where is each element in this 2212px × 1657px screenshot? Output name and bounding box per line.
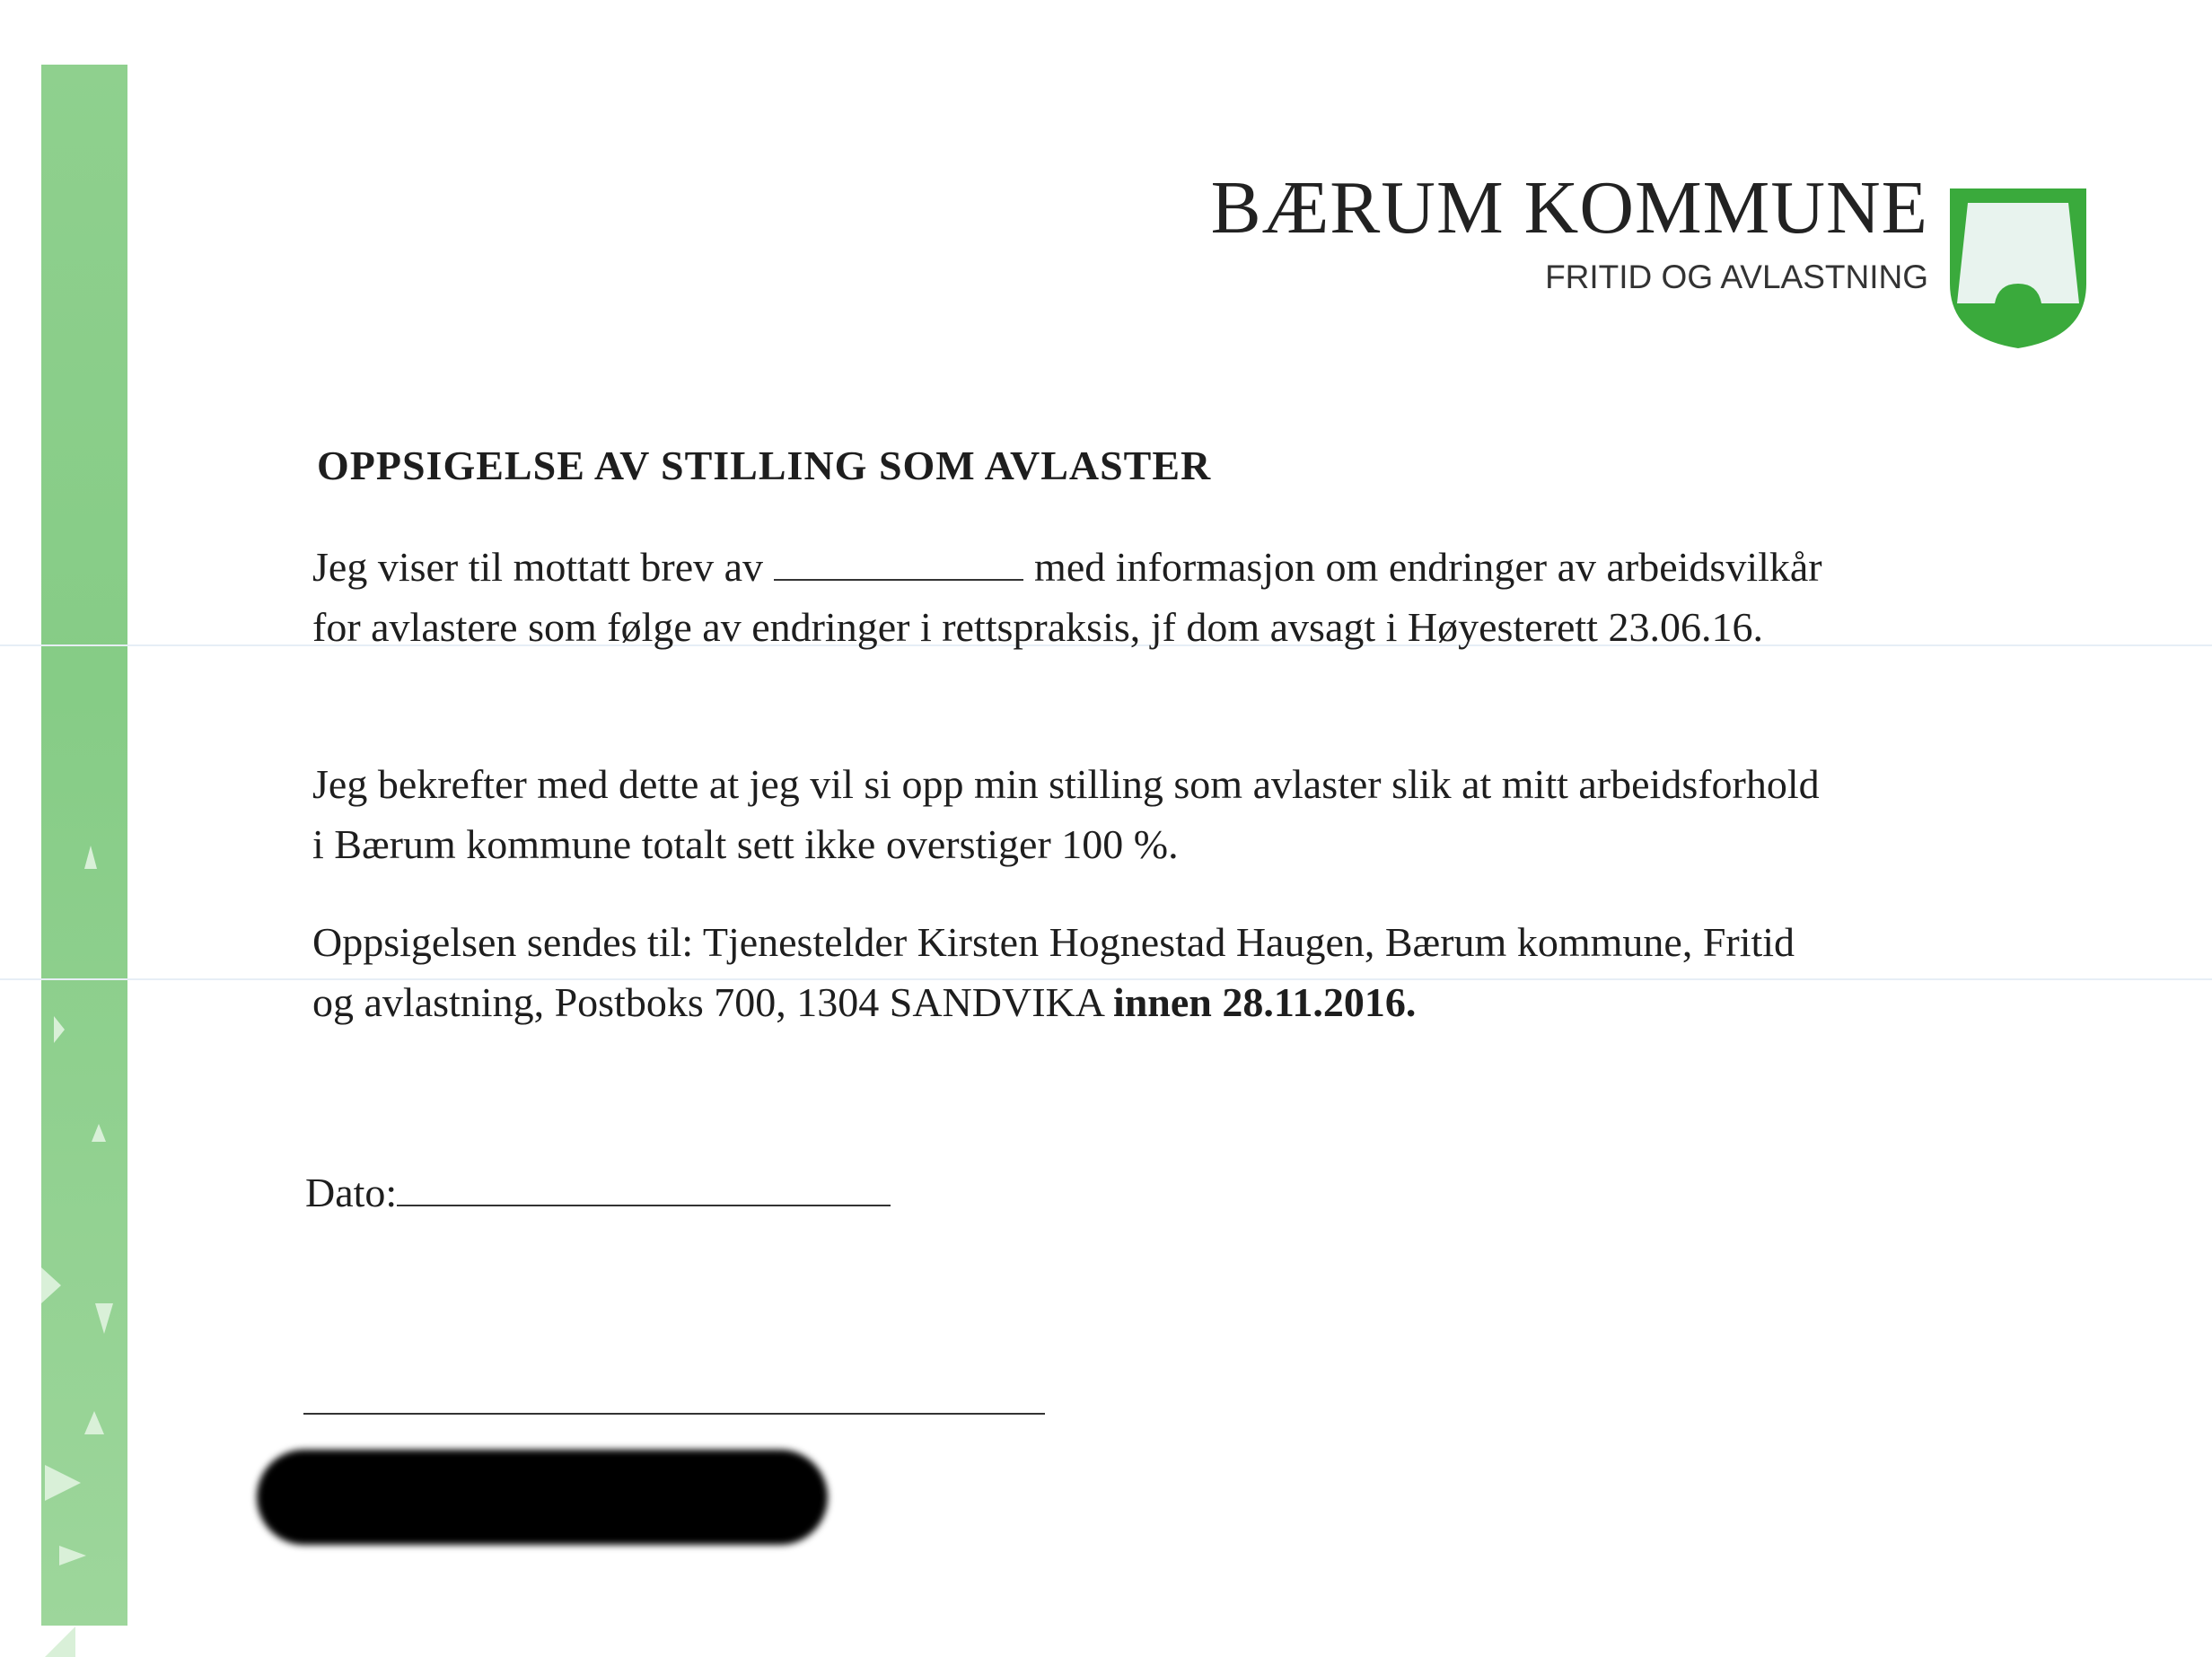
date-field [305, 1165, 891, 1216]
date-line [397, 1165, 891, 1206]
paragraph-confirmation: Jeg bekrefter med dette at jeg vil si opp min stilling som avlaster slik at mitt arbeidsforhold i Bærum kommune totalt sett ikke overstiger 100 %. [312, 761, 1820, 867]
paragraph-reference [312, 537, 1839, 657]
signature-line [303, 1413, 1045, 1415]
green-side-stripe [41, 65, 127, 1626]
department-name: FRITID OG AVLASTNING [1545, 259, 1928, 295]
date-label: Dato: [305, 1170, 398, 1215]
document-title: OPPSIGELSE AV STILLING SOM AVLASTER [317, 443, 1212, 488]
org-name: BÆRUM KOMMUNE [1210, 166, 1928, 250]
paragraph-send-to [312, 912, 1839, 1032]
deadline: innen 28.11.2016. [1112, 979, 1417, 1025]
paragraph-reference-start: Jeg viser til mottatt brev av [312, 544, 764, 590]
redacted-name [257, 1450, 828, 1545]
municipal-crest-icon [1946, 185, 2090, 352]
letterhead [1210, 166, 1928, 296]
send-to-address: Oppsigelsen sendes til: Tjenestelder Kirsten Hognestad Haugen, Bærum kommune, Fritid og avlastning, Postboks 700, 1304 SANDVIKA [312, 919, 1795, 1025]
letter-date-blank [774, 547, 1023, 581]
paragraph-reference-end: med informasjon om endringer av arbeidsvilkår for avlastere som følge av endringer i rettspraksis, jf dom avsagt i Høyesterett 23.06.16. [312, 544, 1822, 650]
